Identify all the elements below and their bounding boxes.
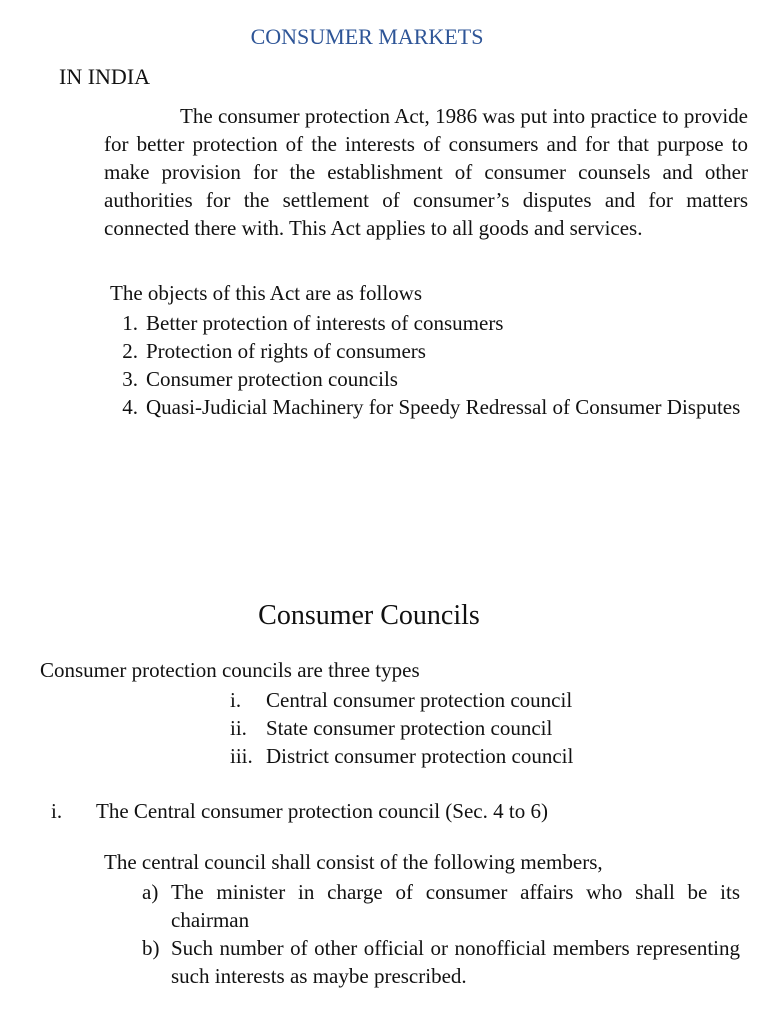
section-title: The Central consumer protection council (Sec. 4 to 6) bbox=[96, 799, 548, 823]
objects-list bbox=[104, 309, 748, 421]
list-number: 4. bbox=[122, 395, 138, 419]
council-types-list bbox=[230, 686, 573, 770]
section-number: i. bbox=[51, 799, 63, 823]
central-council-heading bbox=[51, 799, 548, 824]
list-item bbox=[142, 934, 740, 990]
list-text: State consumer protection council bbox=[266, 716, 553, 740]
list-number: iii. bbox=[230, 744, 253, 768]
objects-intro: The objects of this Act are as follows bbox=[110, 281, 423, 305]
list-text: Central consumer protection council bbox=[266, 688, 573, 712]
list-number: b) bbox=[142, 936, 160, 960]
list-item bbox=[230, 714, 573, 742]
list-item bbox=[104, 309, 748, 337]
list-number: ii. bbox=[230, 716, 247, 740]
list-text: Such number of other official or nonofficial members representing such interests as maybe prescribed. bbox=[171, 936, 740, 988]
list-number: i. bbox=[230, 688, 242, 712]
list-text: Quasi-Judicial Machinery for Speedy Redressal of Consumer Disputes bbox=[146, 395, 741, 419]
list-text: The minister in charge of consumer affairs who shall be its chairman bbox=[171, 880, 740, 932]
members-intro: The central council shall consist of the following members, bbox=[104, 850, 603, 874]
list-text: Protection of rights of consumers bbox=[146, 339, 426, 363]
section-heading: Consumer Councils bbox=[258, 600, 480, 631]
list-number: a) bbox=[142, 880, 159, 904]
list-item bbox=[230, 742, 573, 770]
document-subtitle: IN INDIA bbox=[59, 64, 151, 89]
list-item bbox=[230, 686, 573, 714]
list-text: Better protection of interests of consumers bbox=[146, 311, 504, 335]
list-number: 1. bbox=[122, 311, 138, 335]
list-text: Consumer protection councils bbox=[146, 367, 398, 391]
members-list bbox=[142, 878, 740, 990]
intro-paragraph: The consumer protection Act, 1986 was put into practice to provide for better protection of the interests of consumers and for that purpose to make provision for the establishment of consumer counsels and other authorities for the settlement of consumer’s disputes and for matters connected there with. This Act applies to all goods and services. bbox=[104, 104, 748, 240]
list-item bbox=[104, 337, 748, 365]
list-number: 2. bbox=[122, 339, 138, 363]
list-item bbox=[104, 365, 748, 393]
list-item bbox=[104, 393, 748, 421]
list-number: 3. bbox=[122, 367, 138, 391]
document-title: CONSUMER MARKETS bbox=[250, 24, 484, 49]
council-types-intro: Consumer protection councils are three types bbox=[40, 658, 420, 682]
list-item bbox=[142, 878, 740, 934]
list-text: District consumer protection council bbox=[266, 744, 574, 768]
